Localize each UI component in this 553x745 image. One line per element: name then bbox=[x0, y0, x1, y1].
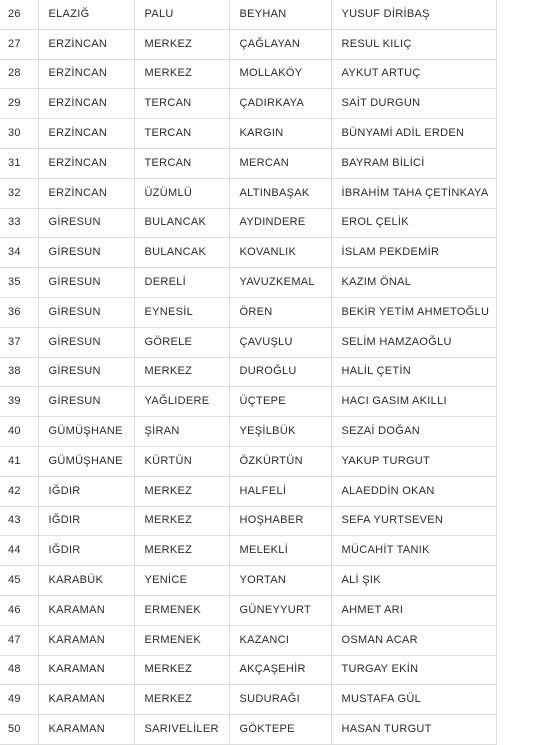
district-cell: MERKEZ bbox=[134, 685, 229, 715]
row-number-cell: 36 bbox=[0, 297, 38, 327]
table-row bbox=[0, 59, 496, 89]
table-row bbox=[0, 268, 496, 298]
person-name-cell: TURGAY EKİN bbox=[331, 655, 496, 685]
province-cell: ERZİNCAN bbox=[38, 148, 134, 178]
village-cell: YEŞİLBÜK bbox=[229, 417, 331, 447]
province-cell: ELAZIĞ bbox=[38, 0, 134, 29]
village-cell: GÜNEYYURT bbox=[229, 595, 331, 625]
village-cell: ÖREN bbox=[229, 297, 331, 327]
province-cell: ERZİNCAN bbox=[38, 29, 134, 59]
village-cell: ÇADIRKAYA bbox=[229, 89, 331, 119]
person-name-cell: RESUL KILIÇ bbox=[331, 29, 496, 59]
table-row bbox=[0, 297, 496, 327]
row-number-cell: 28 bbox=[0, 59, 38, 89]
village-cell: MOLLAKÖY bbox=[229, 59, 331, 89]
person-name-cell: AHMET ARI bbox=[331, 595, 496, 625]
district-cell: KÜRTÜN bbox=[134, 446, 229, 476]
province-cell: ERZİNCAN bbox=[38, 178, 134, 208]
row-number-cell: 45 bbox=[0, 566, 38, 596]
row-number-cell: 46 bbox=[0, 595, 38, 625]
province-cell: IĞDIR bbox=[38, 506, 134, 536]
district-cell: GÖRELE bbox=[134, 327, 229, 357]
person-name-cell: EROL ÇELİK bbox=[331, 208, 496, 238]
person-name-cell: AYKUT ARTUÇ bbox=[331, 59, 496, 89]
table-row bbox=[0, 89, 496, 119]
village-cell: AYDINDERE bbox=[229, 208, 331, 238]
district-cell: SARIVELİLER bbox=[134, 715, 229, 745]
province-cell: GİRESUN bbox=[38, 357, 134, 387]
row-number-cell: 39 bbox=[0, 387, 38, 417]
village-cell: YAVUZKEMAL bbox=[229, 268, 331, 298]
district-cell: MERKEZ bbox=[134, 506, 229, 536]
row-number-cell: 44 bbox=[0, 536, 38, 566]
row-number-cell: 33 bbox=[0, 208, 38, 238]
table-row bbox=[0, 566, 496, 596]
person-name-cell: İSLAM PEKDEMİR bbox=[331, 238, 496, 268]
row-number-cell: 38 bbox=[0, 357, 38, 387]
province-cell: KARABÜK bbox=[38, 566, 134, 596]
row-number-cell: 37 bbox=[0, 327, 38, 357]
province-cell: ERZİNCAN bbox=[38, 119, 134, 149]
village-cell: MERCAN bbox=[229, 148, 331, 178]
village-cell: ÖZKÜRTÜN bbox=[229, 446, 331, 476]
province-cell: GİRESUN bbox=[38, 268, 134, 298]
person-name-cell: SEZAİ DOĞAN bbox=[331, 417, 496, 447]
table-row bbox=[0, 148, 496, 178]
row-number-cell: 26 bbox=[0, 0, 38, 29]
district-cell: YAĞLIDERE bbox=[134, 387, 229, 417]
province-cell: KARAMAN bbox=[38, 685, 134, 715]
person-name-cell: BAYRAM BİLİCİ bbox=[331, 148, 496, 178]
table-row bbox=[0, 506, 496, 536]
village-cell: KOVANLIK bbox=[229, 238, 331, 268]
row-number-cell: 47 bbox=[0, 625, 38, 655]
person-name-cell: YUSUF DİRİBAŞ bbox=[331, 0, 496, 29]
district-cell: TERCAN bbox=[134, 148, 229, 178]
table-row bbox=[0, 685, 496, 715]
province-cell: KARAMAN bbox=[38, 715, 134, 745]
row-number-cell: 42 bbox=[0, 476, 38, 506]
person-name-cell: HACI GASIM AKILLI bbox=[331, 387, 496, 417]
village-cell: ÇAVUŞLU bbox=[229, 327, 331, 357]
province-cell: GÜMÜŞHANE bbox=[38, 446, 134, 476]
village-cell: KARGIN bbox=[229, 119, 331, 149]
row-number-cell: 29 bbox=[0, 89, 38, 119]
province-cell: KARAMAN bbox=[38, 595, 134, 625]
province-cell: KARAMAN bbox=[38, 655, 134, 685]
row-number-cell: 48 bbox=[0, 655, 38, 685]
table-row bbox=[0, 625, 496, 655]
village-cell: HALFELİ bbox=[229, 476, 331, 506]
table-row bbox=[0, 417, 496, 447]
person-name-cell: MÜCAHİT TANIK bbox=[331, 536, 496, 566]
district-cell: DERELİ bbox=[134, 268, 229, 298]
row-number-cell: 32 bbox=[0, 178, 38, 208]
row-number-cell: 43 bbox=[0, 506, 38, 536]
person-name-cell: SELİM HAMZAOĞLU bbox=[331, 327, 496, 357]
person-name-cell: ALİ ŞIK bbox=[331, 566, 496, 596]
table-row bbox=[0, 595, 496, 625]
row-number-cell: 31 bbox=[0, 148, 38, 178]
village-cell: GÖKTEPE bbox=[229, 715, 331, 745]
district-cell: TERCAN bbox=[134, 89, 229, 119]
province-cell: GİRESUN bbox=[38, 208, 134, 238]
row-number-cell: 30 bbox=[0, 119, 38, 149]
person-name-cell: ALAEDDİN OKAN bbox=[331, 476, 496, 506]
table-row bbox=[0, 327, 496, 357]
table-row bbox=[0, 387, 496, 417]
person-name-cell: BEKİR YETİM AHMETOĞLU bbox=[331, 297, 496, 327]
village-cell: BEYHAN bbox=[229, 0, 331, 29]
village-cell: MELEKLİ bbox=[229, 536, 331, 566]
district-cell: ERMENEK bbox=[134, 595, 229, 625]
table-row bbox=[0, 119, 496, 149]
village-cell: ÜÇTEPE bbox=[229, 387, 331, 417]
province-cell: ERZİNCAN bbox=[38, 89, 134, 119]
district-cell: MERKEZ bbox=[134, 536, 229, 566]
row-number-cell: 41 bbox=[0, 446, 38, 476]
person-name-cell: YAKUP TURGUT bbox=[331, 446, 496, 476]
province-cell: IĞDIR bbox=[38, 536, 134, 566]
district-cell: MERKEZ bbox=[134, 59, 229, 89]
province-cell: GİRESUN bbox=[38, 327, 134, 357]
table-row bbox=[0, 178, 496, 208]
row-number-cell: 27 bbox=[0, 29, 38, 59]
row-number-cell: 49 bbox=[0, 685, 38, 715]
village-cell: ÇAĞLAYAN bbox=[229, 29, 331, 59]
person-name-cell: HALİL ÇETİN bbox=[331, 357, 496, 387]
village-cell: DUROĞLU bbox=[229, 357, 331, 387]
table-row bbox=[0, 446, 496, 476]
district-cell: ÜZÜMLÜ bbox=[134, 178, 229, 208]
village-cell: KAZANCI bbox=[229, 625, 331, 655]
row-number-cell: 40 bbox=[0, 417, 38, 447]
table-row bbox=[0, 0, 496, 29]
village-cell: SUDURAĞI bbox=[229, 685, 331, 715]
province-cell: GİRESUN bbox=[38, 387, 134, 417]
province-cell: GİRESUN bbox=[38, 238, 134, 268]
person-name-cell: HASAN TURGUT bbox=[331, 715, 496, 745]
village-cell: HOŞHABER bbox=[229, 506, 331, 536]
province-cell: GÜMÜŞHANE bbox=[38, 417, 134, 447]
person-name-cell: İBRAHİM TAHA ÇETİNKAYA bbox=[331, 178, 496, 208]
province-cell: ERZİNCAN bbox=[38, 59, 134, 89]
district-cell: TERCAN bbox=[134, 119, 229, 149]
table-row bbox=[0, 238, 496, 268]
province-cell: IĞDIR bbox=[38, 476, 134, 506]
table-row bbox=[0, 715, 496, 745]
person-name-cell: SAİT DURGUN bbox=[331, 89, 496, 119]
person-name-cell: BÜNYAMİ ADİL ERDEN bbox=[331, 119, 496, 149]
person-name-cell: MUSTAFA GÜL bbox=[331, 685, 496, 715]
row-number-cell: 50 bbox=[0, 715, 38, 745]
row-number-cell: 35 bbox=[0, 268, 38, 298]
district-cell: YENİCE bbox=[134, 566, 229, 596]
village-cell: AKÇAŞEHİR bbox=[229, 655, 331, 685]
person-name-cell: KAZIM ÖNAL bbox=[331, 268, 496, 298]
district-cell: MERKEZ bbox=[134, 476, 229, 506]
table-row bbox=[0, 655, 496, 685]
province-cell: GİRESUN bbox=[38, 297, 134, 327]
district-cell: MERKEZ bbox=[134, 29, 229, 59]
province-cell: KARAMAN bbox=[38, 625, 134, 655]
district-cell: BULANCAK bbox=[134, 238, 229, 268]
person-name-cell: OSMAN ACAR bbox=[331, 625, 496, 655]
district-cell: PALU bbox=[134, 0, 229, 29]
district-cell: ŞİRAN bbox=[134, 417, 229, 447]
person-name-cell: SEFA YURTSEVEN bbox=[331, 506, 496, 536]
village-cell: ALTINBAŞAK bbox=[229, 178, 331, 208]
table-row bbox=[0, 476, 496, 506]
table-row bbox=[0, 208, 496, 238]
table-row bbox=[0, 29, 496, 59]
district-cell: MERKEZ bbox=[134, 357, 229, 387]
district-cell: MERKEZ bbox=[134, 655, 229, 685]
district-cell: BULANCAK bbox=[134, 208, 229, 238]
district-cell: ERMENEK bbox=[134, 625, 229, 655]
district-cell: EYNESİL bbox=[134, 297, 229, 327]
table-row bbox=[0, 357, 496, 387]
table-row bbox=[0, 536, 496, 566]
row-number-cell: 34 bbox=[0, 238, 38, 268]
village-cell: YORTAN bbox=[229, 566, 331, 596]
